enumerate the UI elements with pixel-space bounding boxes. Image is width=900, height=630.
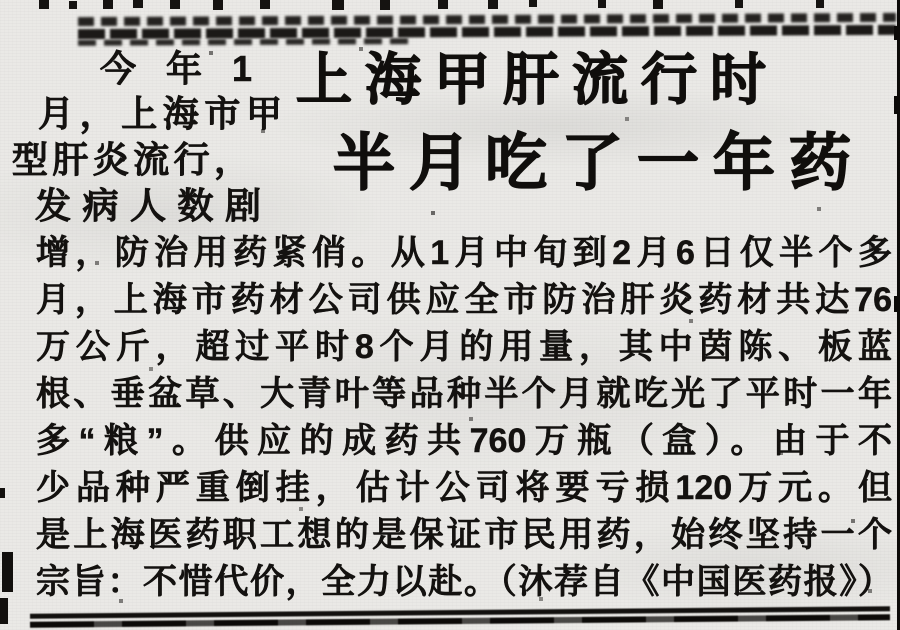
lead-line: 月，上海市甲 xyxy=(38,93,282,134)
body-line: 宗旨：不惜代价，全力以赴。（沐荐自《中国医药报》） xyxy=(36,563,892,601)
blurred-text-band xyxy=(78,13,896,26)
article-body xyxy=(36,230,892,606)
lead-line: 型肝炎流行， xyxy=(12,139,250,180)
body-line: 多“粮”。供应的成药共760万瓶（盒）。由于不 xyxy=(36,422,892,460)
headline-line-1: 上海甲肝流行时 xyxy=(296,48,766,111)
lead-line: 今 年 1 xyxy=(100,48,252,89)
lead-line: 发病人数剧 xyxy=(35,185,261,226)
body-line: 增，防治用药紧俏。从1月中旬到2月6日仅半个多 xyxy=(36,234,892,272)
scan-noise-speckles xyxy=(0,0,2,2)
left-edge-mark xyxy=(0,488,5,498)
body-line: 是上海医药职工想的是保证市民用药，始终坚持一个 xyxy=(36,516,892,554)
blurred-text-band xyxy=(78,25,896,39)
headline-line-2: 半月吃了一年药 xyxy=(333,129,851,198)
left-edge-mark xyxy=(0,598,8,624)
body-line: 根、垂盆草、大青叶等品种半个月就吃光了平时一年 xyxy=(36,375,892,413)
left-edge-mark xyxy=(2,552,13,592)
right-edge-scan-blob xyxy=(894,296,900,312)
body-line: 万公斤，超过平时8个月的用量，其中茵陈、板蓝 xyxy=(36,328,892,366)
body-line: 月，上海市药材公司供应全市防治肝炎药材共达76 xyxy=(36,281,892,319)
body-line: 少品种严重倒挂，估计公司将要亏损120万元。但 xyxy=(36,469,892,507)
